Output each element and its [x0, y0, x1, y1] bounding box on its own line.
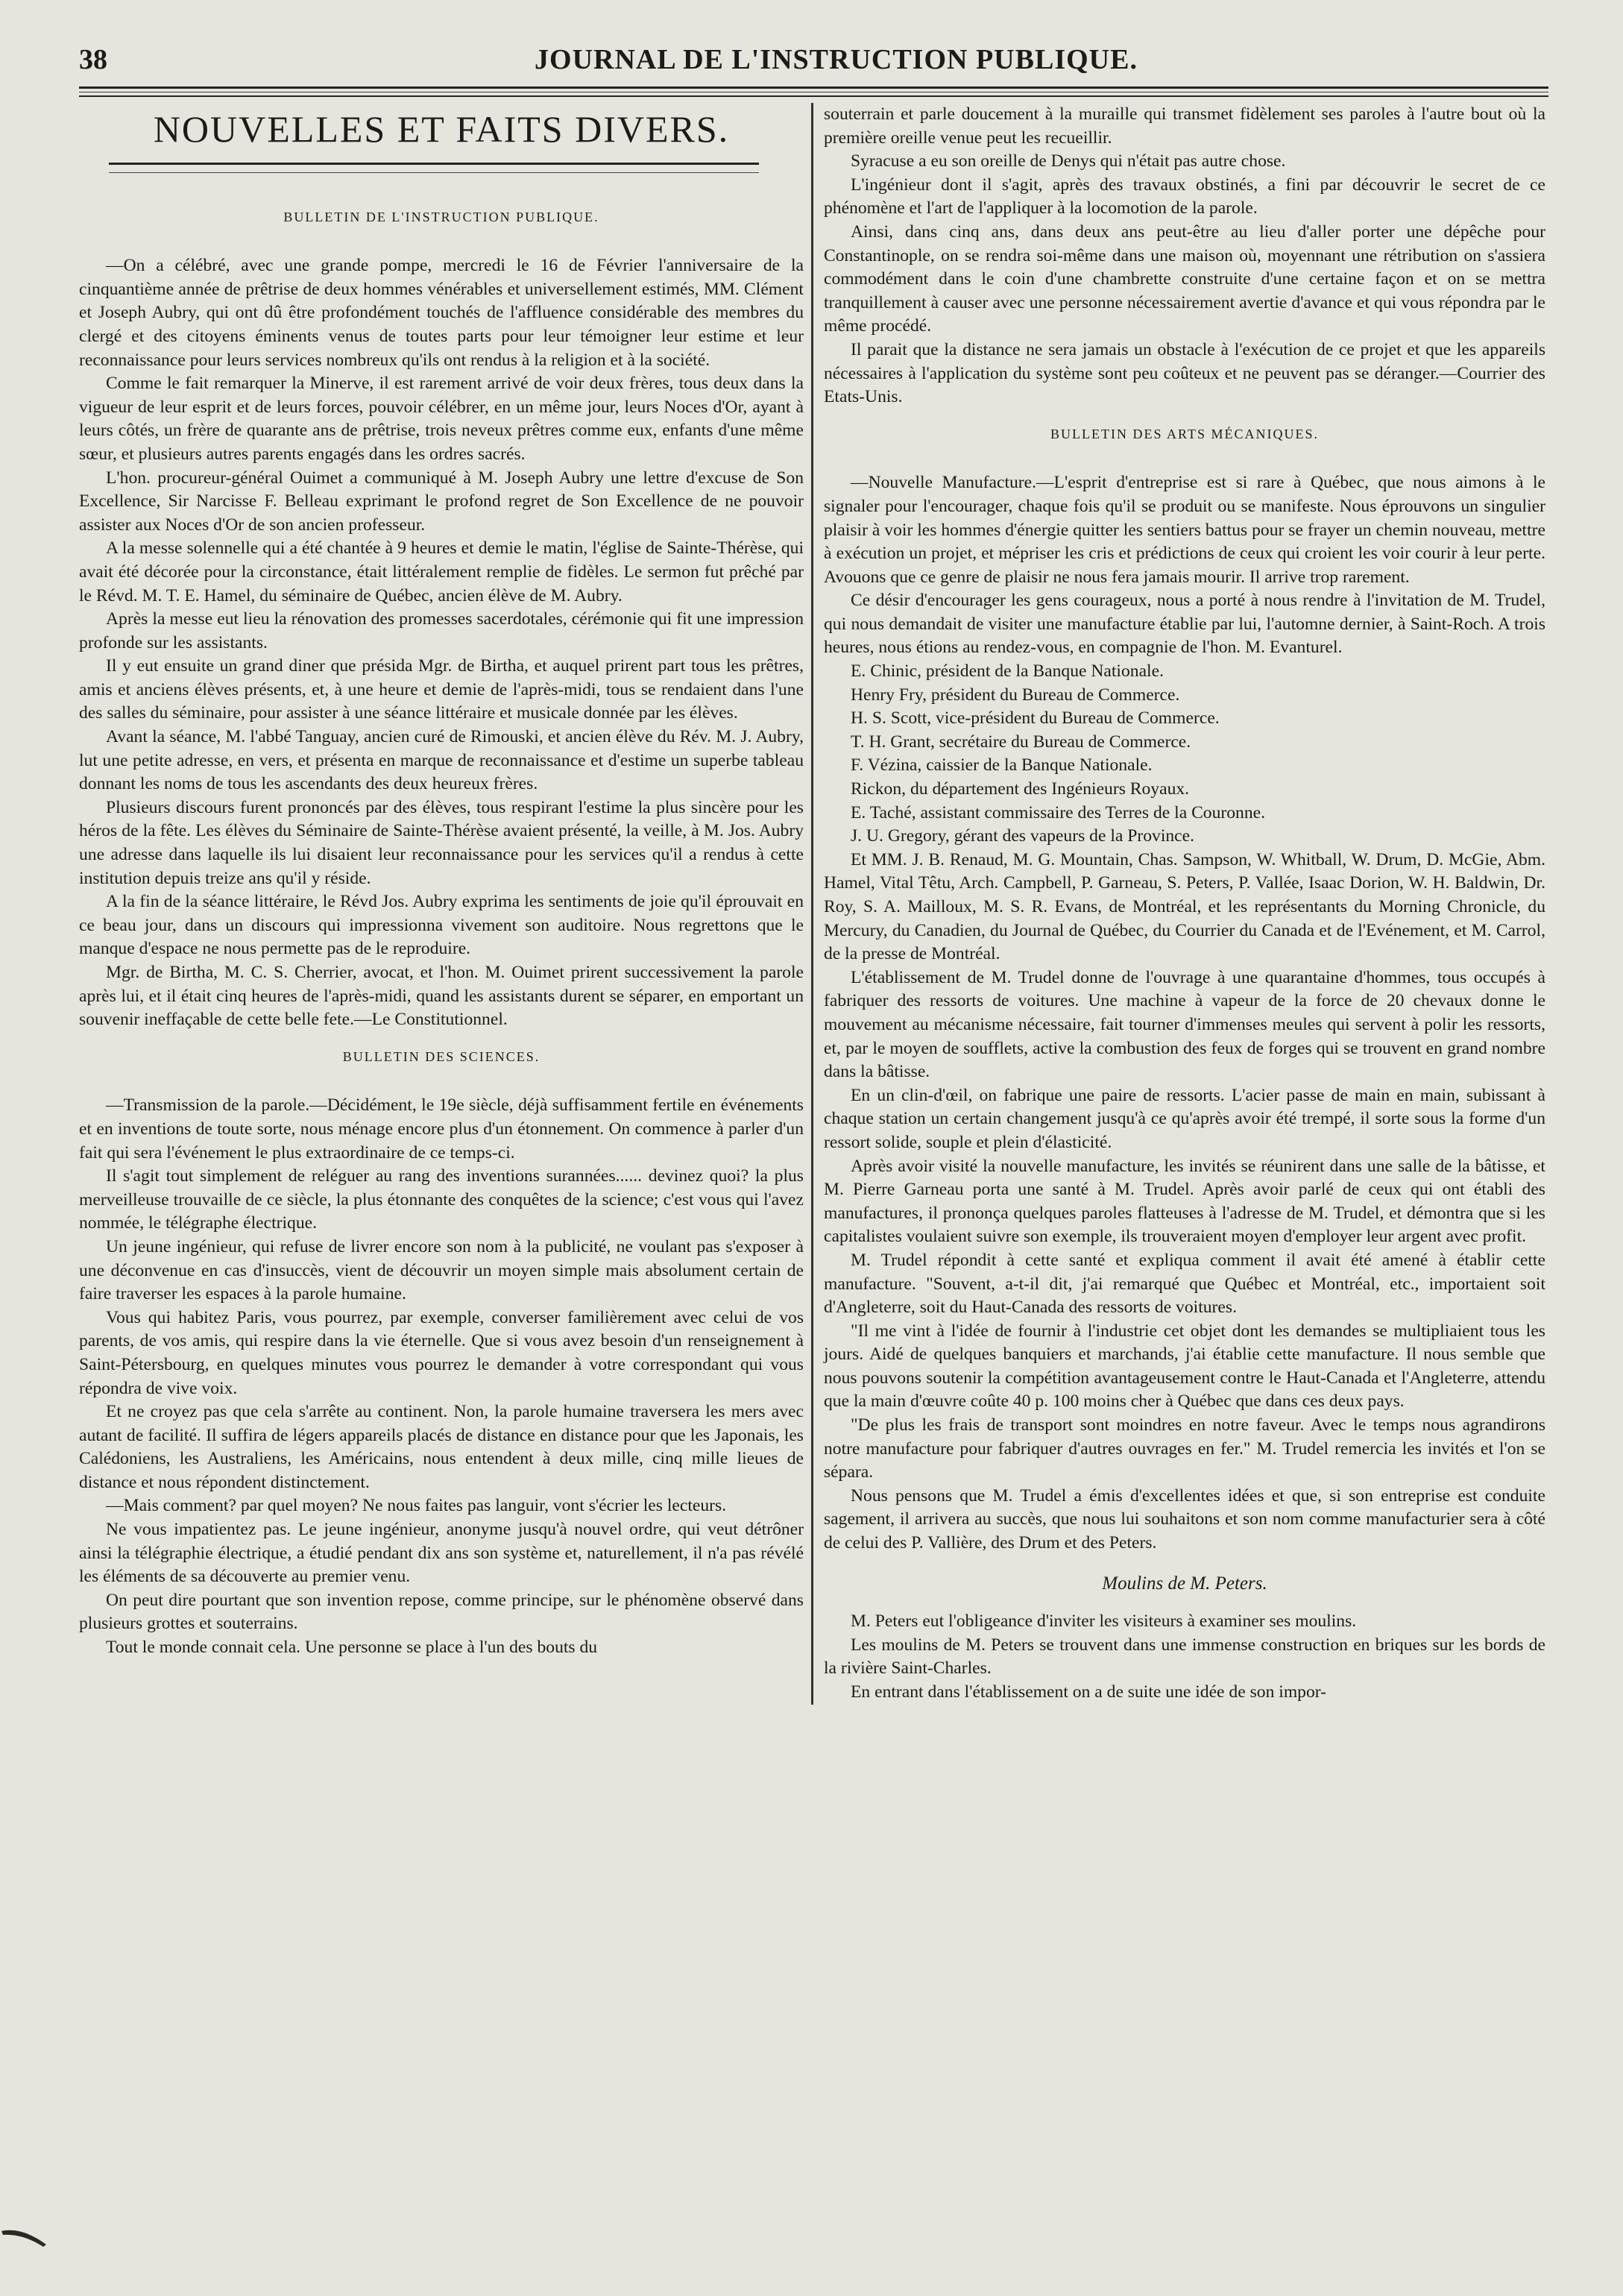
paragraph: —Transmission de la parole.—Décidément, le 19e siècle, déjà suffisamment fertile en événements et en inventions de toute sorte, nous ménage encore plus d'un étonnement. On commence à parler d'un fait qui sera l'événement le plus extraordinaire de ce temps-ci.: [79, 1095, 804, 1163]
article-columns: [79, 103, 1548, 1705]
list-item: T. H. Grant, secrétaire du Bureau de Commerce.: [851, 732, 1191, 752]
section-sciences: [79, 1094, 804, 1659]
paragraph: Nous pensons que M. Trudel a émis d'excellentes idées et que, si son entreprise est conduite sagement, il arrivera au succès, que nous lui souhaitons et son nom comme manufacturier sera à côté de celui des P. Vallière, des Drum et des Peters.: [824, 1485, 1545, 1553]
page-number: 38: [79, 44, 107, 75]
paragraph: Et MM. J. B. Renaud, M. G. Mountain, Chas. Sampson, W. Whitball, W. Drum, D. McGie, Abm. Hamel, Vital Têtu, Arch. Campbell, P. Garneau, S. Peters, P. Vallée, Isaac Dorion, W. H. Baldwin, Dr. Roy, S. A. Mailloux, M. S. R. Evans, de Montréal, et les représentants du Morning Chronicle, du Mercury, du Canadien, du Journal de Québec, du Courrier du Canada et de l'Evénement, et M. Carrol, de la presse de Montréal.: [824, 849, 1545, 964]
running-head: JOURNAL DE L'INSTRUCTION PUBLIQUE.: [535, 44, 1138, 75]
section-head-instruction: BULLETIN DE L'INSTRUCTION PUBLIQUE.: [283, 209, 599, 224]
paragraph: Tout le monde connait cela. Une personne se place à l'un des bouts du: [106, 1638, 598, 1658]
paragraph: Ne vous impatientez pas. Le jeune ingénieur, anonyme jusqu'à nouvel ordre, qui veut détrôner ainsi la télégraphie électrique, a étudié pendant dix ans son système et, naturellement, il n'a pas révélé les éléments de sa découverte au premier venu.: [79, 1520, 804, 1587]
list-item: F. Vézina, caissier de la Banque Nationale.: [851, 755, 1153, 776]
paragraph: A la messe solennelle qui a été chantée à 9 heures et demie le matin, l'église de Sainte-Thérèse, qui avait été décorée pour la circonstance, était littéralement remplie de fidèles. Le sermon fut prêché par le Révd. M. T. E. Hamel, du séminaire de Québec, ancien élève de M. Aubry.: [79, 538, 804, 606]
list-item: E. Chinic, président de la Banque Nationale.: [851, 661, 1164, 682]
paragraph: Avant la séance, M. l'abbé Tanguay, ancien curé de Rimouski, et ancien élève du Rév. M. J. Aubry, lut une petite adresse, en vers, et présenta en marque de reconnaissance et d'estime un superbe tableau donnant les noms de tous les ascendants des deux heureux frères.: [79, 727, 804, 794]
section-moulins: [824, 1610, 1545, 1704]
heading-rule-thin: [109, 172, 759, 173]
paragraph: L'ingénieur dont il s'agit, après des travaux obstinés, a fini par découvrir le secret de ce phénomène et l'art de l'appliquer à la locomotion de la parole.: [824, 174, 1545, 218]
paragraph: Après avoir visité la nouvelle manufacture, les invités se réunirent dans une salle de la bâtisse, et M. Pierre Garneau porta une santé à M. Trudel. Après avoir parlé de ceux qui ont établi des manufactures, il prononça quelques paroles flatteuses à l'adresse de M. Trudel, et démontra que si les capitalistes voulaient suivre son exemple, ils trouveraient moyen d'employer leur argent avec profit.: [824, 1156, 1545, 1247]
guest-list: [824, 660, 1545, 849]
left-column: [79, 103, 811, 1705]
header-rule: [79, 87, 1548, 89]
paragraph: M. Peters eut l'obligeance d'inviter les visiteurs à examiner ses moulins.: [851, 1611, 1357, 1632]
paragraph: —Mais comment? par quel moyen? Ne nous faites pas languir, vont s'écrier les lecteurs.: [106, 1496, 727, 1516]
paragraph: En un clin-d'œil, on fabrique une paire de ressorts. L'acier passe de main en main, subissant à chaque station un certain changement jusqu'à ce qu'après avoir été trempé, il sorte sous la forme d'un ressort solide, souple et plein d'élasticité.: [824, 1085, 1545, 1152]
paragraph: Ainsi, dans cinq ans, dans deux ans peut-être au lieu d'aller porter une dépêche pour Constantinople, on se rendra soi-même dans une maison où, moyennant une rétribution on s'assiera commodément dans le coin d'une chambrette construite d'une certaine façon et on se mettra tranquillement à causer avec une personne nécessairement avertie d'avance et qui vous répondra par le même procédé.: [824, 221, 1545, 336]
paragraph: "Il me vint à l'idée de fournir à l'industrie cet objet dont les demandes se multipliaient tous les jours. Aidé de quelques banquiers et marchands, j'ai établie cette manufacture. Il nous semble que nous pouvons soutenir la compétition avantageusement contre le Haut-Canada et l'Angleterre, attendu que la main d'œuvre coûte 40 p. 100 moins cher à Québec que dans ces deux pays.: [824, 1321, 1545, 1412]
main-heading: NOUVELLES ET FAITS DIVERS.: [153, 108, 730, 150]
paragraph: On peut dire pourtant que son invention repose, comme principe, sur le phénomène observé dans plusieurs grottes et souterrains.: [79, 1590, 804, 1634]
paragraph: Comme le fait remarquer la Minerve, il est rarement arrivé de voir deux frères, tous deux dans la vigueur de leur esprit et de leurs forces, pouvoir célébrer, en un même jour, leurs Noces d'Or, ayant à leurs côtés, un frère de quarante ans de prêtrise, trois neveux prêtres comme eux, enfants d'une même sœur, et plusieurs autres parents engagés dans les ordres sacrés.: [79, 374, 804, 464]
list-item: E. Taché, assistant commissaire des Terres de la Couronne.: [851, 802, 1266, 823]
section-instruction: [79, 254, 804, 1032]
section-head-sciences: BULLETIN DES SCIENCES.: [342, 1048, 541, 1064]
page-header: [79, 43, 1548, 79]
paragraph: L'établissement de M. Trudel donne de l'ouvrage à une quarantaine d'hommes, tous occupés à fabriquer des ressorts de voitures. Une machine à vapeur de la force de 20 chevaux donne le mouvement au mécanisme nécessaire, fait tourner d'immenses meules qui servent à polir les ressorts, et, par le moyen de soufflets, active la combustion des feux de forges qui se trouvent en grand nombre dans la bâtisse.: [824, 967, 1545, 1082]
list-item: J. U. Gregory, gérant des vapeurs de la Province.: [851, 826, 1195, 846]
header-rule-lower: [79, 95, 1548, 97]
heading-rule: [109, 163, 759, 165]
paragraph: M. Trudel répondit à cette santé et expliqua comment il avait été amené à établir cette manufacture. "Souvent, a-t-il dit, j'ai remarqué que Québec et Montréal, etc., importaient soit d'Angleterre, soit du Haut-Canada des ressorts de voitures.: [824, 1250, 1545, 1318]
paragraph: L'hon. procureur-général Ouimet a communiqué à M. Joseph Aubry une lettre d'excuse de Son Excellence, Sir Narcisse F. Belleau exprimant le profond regret de Son Excellence de ne pouvoir assister aux Noces d'Or de son ancien professeur.: [79, 468, 804, 535]
list-item: Henry Fry, président du Bureau de Commerce.: [851, 685, 1180, 705]
paragraph: Un jeune ingénieur, qui refuse de livrer encore son nom à la publicité, ne voulant pas s'exposer à une déconvenue en cas d'insuccès, vient de découvrir un moyen simple mais absolument certain de faire traverser les espaces à la parole humaine.: [79, 1236, 804, 1304]
paper-scuff-mark: [0, 2222, 67, 2252]
paragraph: Il parait que la distance ne sera jamais un obstacle à l'exécution de ce projet et que les appareils nécessaires à l'application du système sont peu coûteux et ne peuvent pas se déranger.—Courrier des Etats-Unis.: [824, 339, 1545, 407]
paragraph: Il s'agit tout simplement de reléguer au rang des inventions surannées...... devinez quoi? la plus merveilleuse trouvaille de ce siècle, la plus étonnante des conquêtes de la science; c'est vous qui l'avez nommée, le télégraphe électrique.: [79, 1166, 804, 1233]
paragraph: Les moulins de M. Peters se trouvent dans une immense construction en briques sur les bords de la rivière Saint-Charles.: [824, 1635, 1545, 1679]
paragraph: Vous qui habitez Paris, vous pourrez, par exemple, converser familièrement avec celui de vos parents, de vos amis, qui respire dans la vie éternelle. Que si vous avez besoin d'un renseignement à Saint-Pétersbourg, en quelques minutes vous pourrez le demander à votre correspondant qui vous répondra de vive voix.: [79, 1307, 804, 1398]
paragraph: A la fin de la séance littéraire, le Révd Jos. Aubry exprima les sentiments de joie qu'il éprouvait en ce beau jour, dans un discours qui impressionna vivement son auditoire. Nous regrettons que le manque d'espace ne nous permette pas de le reproduire.: [79, 892, 804, 959]
sciences-continued: [824, 103, 1545, 409]
paragraph: Plusieurs discours furent prononcés par des élèves, tous respirant l'estime la plus sincère pour les héros de la fête. Les élèves du Séminaire de Sainte-Thérèse avaient présenté, la veille, à M. Jos. Aubry une adresse dans laquelle ils lui disaient leur reconnaissance pour les services qu'il a rendus à cette institution depuis treize ans qu'il y réside.: [79, 797, 804, 888]
list-item: Rickon, du département des Ingénieurs Royaux.: [851, 779, 1190, 799]
paragraph: Après la messe eut lieu la rénovation des promesses sacerdotales, cérémonie qui fit une impression profonde sur les assistants.: [79, 609, 804, 652]
paragraph: Syracuse a eu son oreille de Denys qui n'était pas autre chose.: [851, 151, 1286, 172]
section-arts: [824, 471, 1545, 1555]
paragraph: En entrant dans l'établissement on a de suite une idée de son impor-: [851, 1682, 1327, 1702]
list-item: H. S. Scott, vice-président du Bureau de Commerce.: [851, 708, 1220, 729]
section-head-arts: BULLETIN DES ARTS MÉCANIQUES.: [1050, 426, 1319, 441]
paragraph: Et ne croyez pas que cela s'arrête au continent. Non, la parole humaine traversera les mers avec autant de facilité. Il suffira de légers appareils placés de distance en distance pour que les Japonais, les Calédoniens, les Australiens, les Américains, nous entendent à deux mille, cinq mille lieues de distance et nous répondent distinctement.: [79, 1402, 804, 1492]
paragraph: Il y eut ensuite un grand diner que présida Mgr. de Birtha, et auquel prirent part tous les prêtres, amis et anciens élèves présents, et, à une heure et demie de l'après-midi, tous se rendaient dans l'une des salles du séminaire, pour assister à une séance littéraire et musicale donnée par les élèves.: [79, 656, 804, 723]
subhead-moulins: Moulins de M. Peters.: [1102, 1573, 1267, 1594]
paragraph: "De plus les frais de transport sont moindres en notre faveur. Avec le temps nous agrandirons notre manufacture pour fabriquer d'autres ouvrages en fer." M. Trudel remercia les invités et l'on se sépara.: [824, 1415, 1545, 1482]
right-column: [813, 103, 1545, 1705]
paragraph: Mgr. de Birtha, M. C. S. Cherrier, avocat, et l'hon. M. Ouimet prirent successivement la parole après lui, et il était cinq heures de l'après-midi, quand les assistants durent se séparer, en emportant un souvenir ineffaçable de cette belle fete.—Le Constitutionnel.: [79, 963, 804, 1030]
paragraph: Ce désir d'encourager les gens courageux, nous a porté à nous rendre à l'invitation de M. Trudel, qui nous demandait de visiter une manufacture établie par lui, l'automne dernier, à Saint-Roch. A trois heures, nous étions au rendez-vous, en compagnie de l'hon. M. Evanturel.: [824, 591, 1545, 658]
paragraph: souterrain et parle doucement à la muraille qui transmet fidèlement ses paroles à l'autre bout où la première oreille venue peut les recueillir.: [824, 104, 1545, 148]
paragraph: —Nouvelle Manufacture.—L'esprit d'entreprise est si rare à Québec, que nous aimons à le signaler pour l'encourager, chaque fois qu'il se produit ou se manifeste. Nous éprouvons un singulier plaisir à voir les hommes d'énergie quitter les sentiers battus pour se frayer un chemin nouveau, mettre à exécution un projet, et mépriser les cris et prédictions de ceux qui croient les voir courir à leur perte. Avouons que ce genre de plaisir ne nous fera jamais mourir. Il arrive trop rarement.: [824, 473, 1545, 587]
paragraph: —On a célébré, avec une grande pompe, mercredi le 16 de Février l'anniversaire de la cinquantième année de prêtrise de deux hommes vénérables et universellement estimés, MM. Clément et Joseph Aubry, qui ont dû être profondément touchés de l'affluence considérable des membres du clergé et des citoyens éminents venus de toutes parts pour leur témoigner leur estime et leur reconnaissance pour leurs services nombreux qu'ils ont rendus à la religion et à la société.: [79, 256, 804, 370]
